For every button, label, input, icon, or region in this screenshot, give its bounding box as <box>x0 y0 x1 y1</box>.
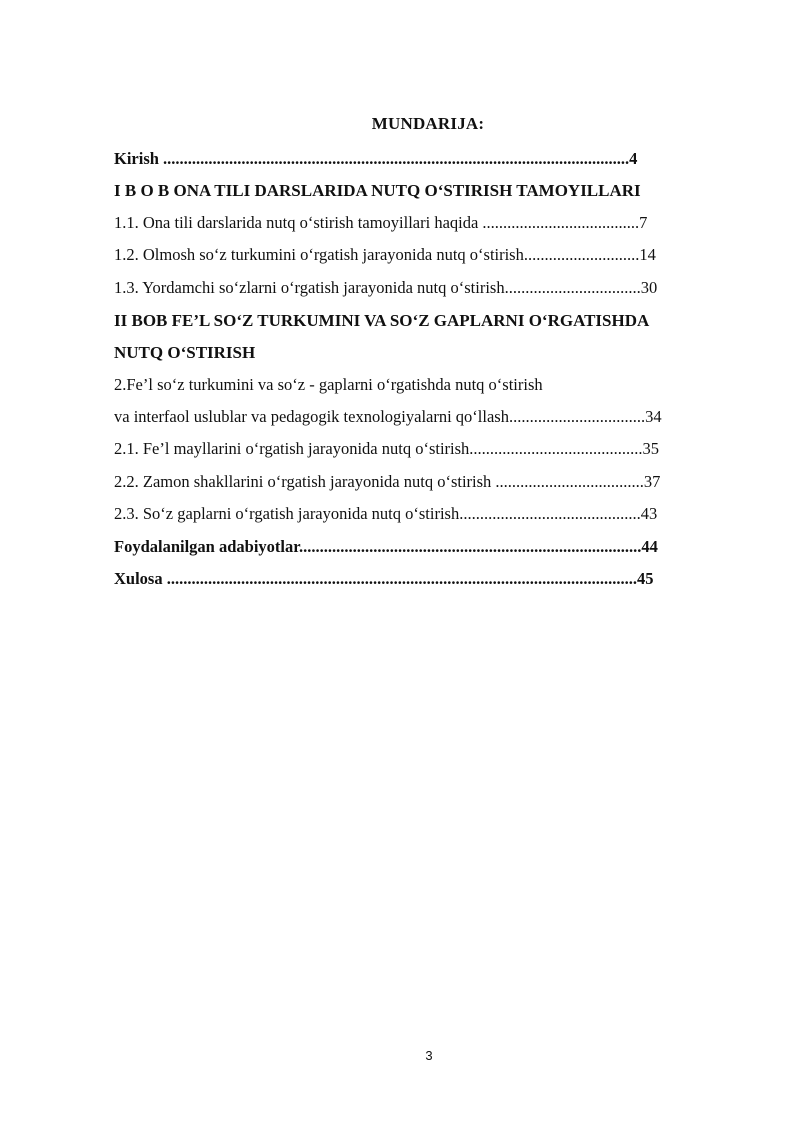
toc-chapter-2-heading-cont: NUTQ O‘STIRISH <box>114 343 256 362</box>
toc-entry-2-3: 2.3. So‘z gaplarni o‘rgatish jarayonida nutq o‘stirish............................................43 <box>114 504 658 523</box>
toc-entry-2-1: 2.1. Fe’l mayllarini o‘rgatish jarayonida nutq o‘stirish..........................................35 <box>114 439 660 458</box>
toc-chapter-2-heading: II BOB FE’L SO‘Z TURKUMINI VA SO‘Z GAPLARNI O‘RGATISHDA <box>114 311 650 330</box>
page-number: 3 <box>425 1048 433 1063</box>
toc-entry-2-cont: va interfaol uslublar va pedagogik texnologiyalarni qo‘llash.................................34 <box>114 407 662 426</box>
toc-entry-introduction: Kirish .................................................................................................................4 <box>114 149 638 168</box>
toc-entry-1-3: 1.3. Yordamchi so‘zlarni o‘rgatish jarayonida nutq o‘stirish.................................30 <box>114 278 658 297</box>
toc-entry-conclusion: Xulosa ..................................................................................................................45 <box>114 569 654 588</box>
toc-entry-2: 2.Fe’l so‘z turkumini va so‘z - gaplarni o‘rgatishda nutq o‘stirish <box>114 375 543 394</box>
toc-chapter-1-heading: I B O B ONA TILI DARSLARIDA NUTQ O‘STIRISH TAMOYILLARI <box>114 181 641 200</box>
toc-entry-1-1: 1.1. Ona tili darslarida nutq o‘stirish tamoyillari haqida ......................................7 <box>114 213 648 232</box>
toc-entry-2-2: 2.2. Zamon shakllarini o‘rgatish jarayonida nutq o‘stirish ....................................37 <box>114 472 661 491</box>
toc-title: MUNDARIJA: <box>371 114 485 133</box>
toc-entry-1-2: 1.2. Olmosh so‘z turkumini o‘rgatish jarayonida nutq o‘stirish............................14 <box>114 245 656 264</box>
toc-entry-references: Foydalanilgan adabiyotlar...................................................................................44 <box>114 537 658 556</box>
